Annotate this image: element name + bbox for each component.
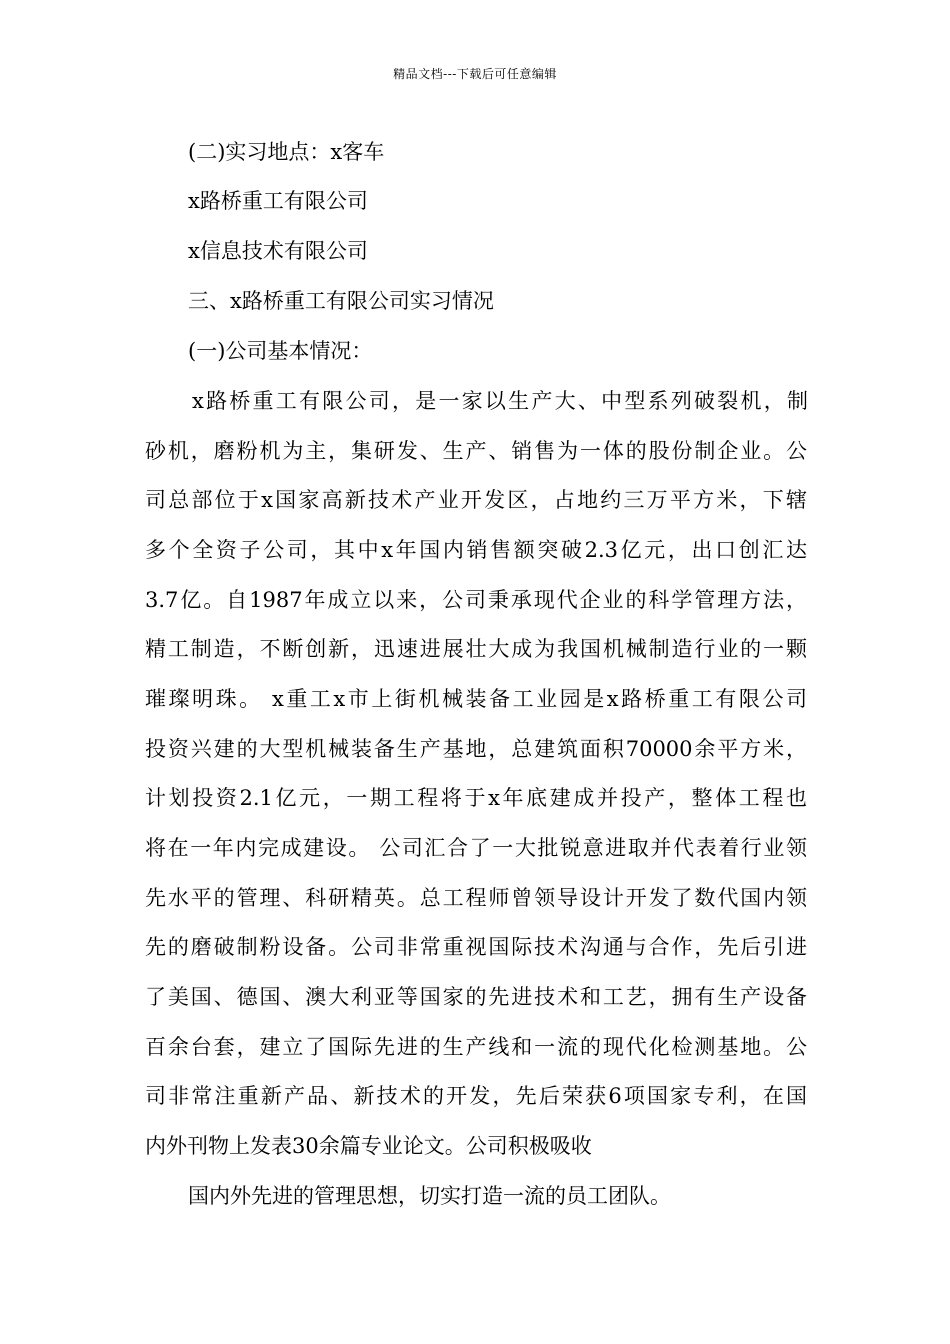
paragraph-line: 司总部位于x国家高新技术产业开发区，占地约三万平方米，下辖 xyxy=(145,488,807,512)
internship-location-heading: (二)实习地点：x客车 xyxy=(188,140,385,164)
paragraph-line: 计划投资2.1亿元，一期工程将于x年底建成并投产，整体工程也 xyxy=(145,786,807,810)
paragraph-line: 璀璨明珠。 x重工x市上街机械装备工业园是x路桥重工有限公司 xyxy=(145,687,807,711)
paragraph-line: 3.7亿。自1987年成立以来，公司秉承现代企业的科学管理方法， xyxy=(145,588,807,612)
company-name-2: x信息技术有限公司 xyxy=(188,239,368,263)
paragraph-line: 司非常注重新产品、新技术的开发，先后荣获6项国家专利，在国 xyxy=(145,1084,807,1108)
paragraph-line: 投资兴建的大型机械装备生产基地，总建筑面积70000余平方米， xyxy=(145,737,807,761)
paragraph-line: 精工制造，不断创新，迅速进展壮大成为我国机械制造行业的一颗 xyxy=(145,637,807,661)
paragraph-line: 砂机，磨粉机为主，集研发、生产、销售为一体的股份制企业。公 xyxy=(145,439,807,463)
page-header: 精品文档---下载后可任意编辑 xyxy=(393,67,557,81)
subsection-heading-1: (一)公司基本情况： xyxy=(188,339,373,363)
paragraph-line: 了美国、德国、澳大利亚等国家的先进技术和工艺，拥有生产设备 xyxy=(145,985,807,1009)
paragraph-line: 多个全资子公司，其中x年国内销售额突破2.3亿元，出口创汇达 xyxy=(145,538,807,562)
paragraph-closing-line: 国内外先进的管理思想，切实打造一流的员工团队。 xyxy=(188,1184,671,1208)
company-name-1: x路桥重工有限公司 xyxy=(188,189,368,213)
paragraph-line: 百余台套，建立了国际先进的生产线和一流的现代化检测基地。公 xyxy=(145,1035,807,1059)
paragraph-line: 将在一年内完成建设。 公司汇合了一大批锐意进取并代表着行业领 xyxy=(145,836,807,860)
paragraph-line: 先的磨破制粉设备。公司非常重视国际技术沟通与合作，先后引进 xyxy=(145,935,807,959)
section-heading-3: 三、x路桥重工有限公司实习情况 xyxy=(188,289,494,313)
paragraph-line: x路桥重工有限公司，是一家以生产大、中型系列破裂机，制 xyxy=(192,389,808,413)
paragraph-line: 先水平的管理、科研精英。总工程师曾领导设计开发了数代国内领 xyxy=(145,886,807,910)
paragraph-line: 内外刊物上发表30余篇专业论文。公司积极吸收 xyxy=(145,1134,592,1158)
